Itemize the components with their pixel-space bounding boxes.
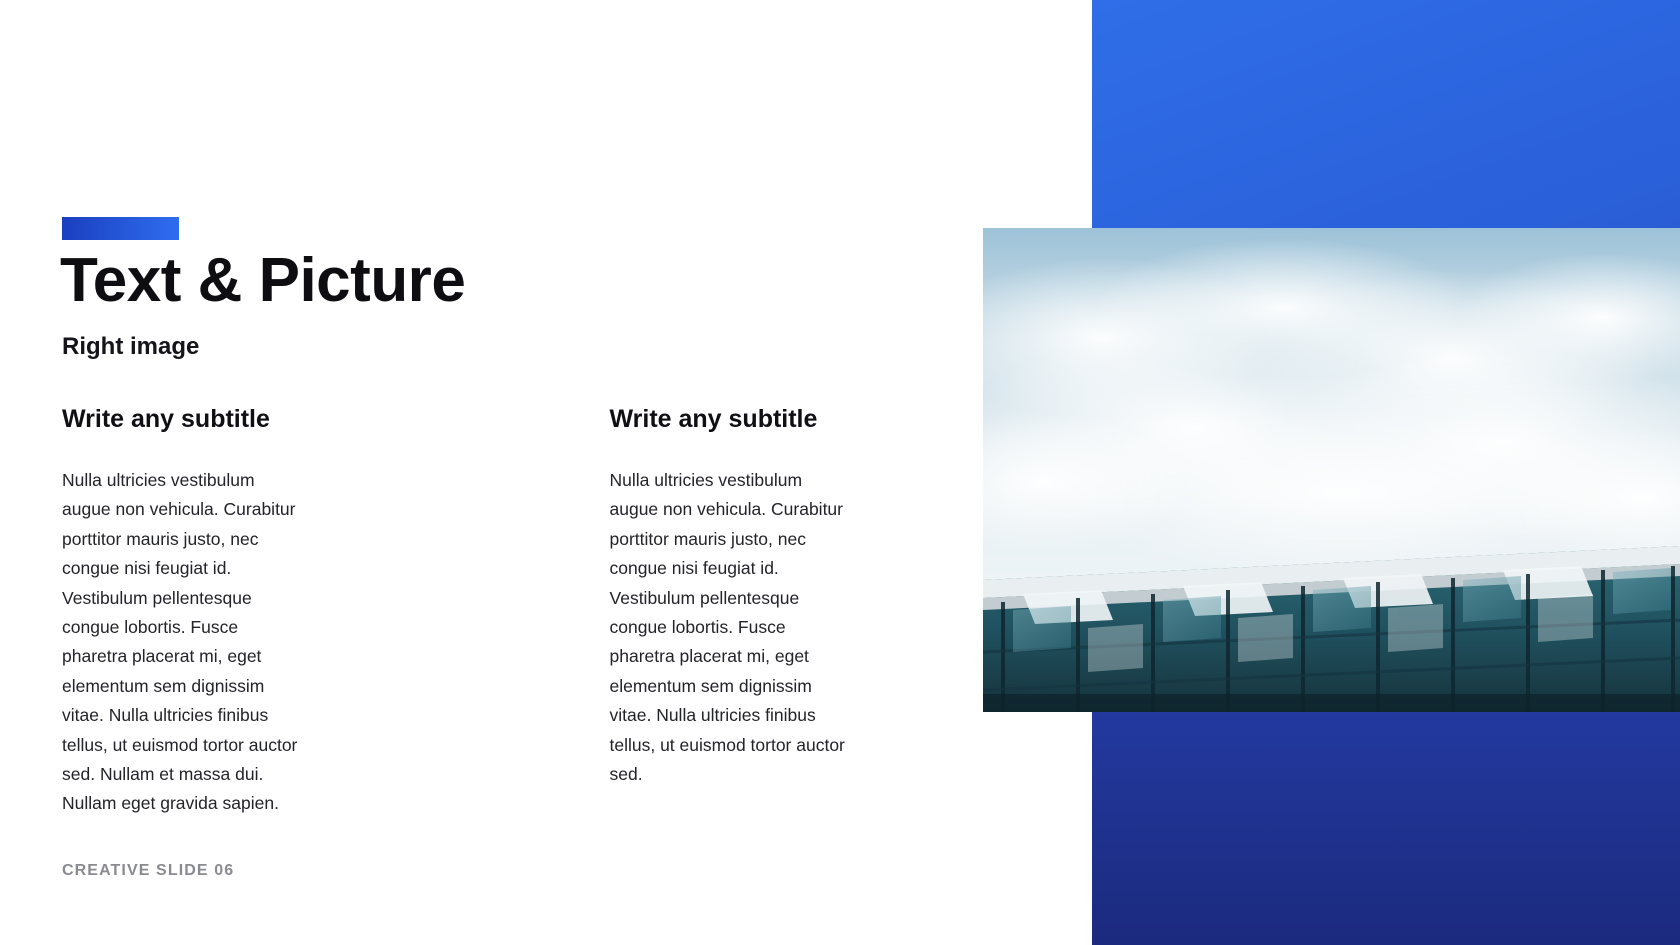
- column-1-body: Nulla ultricies vestibulum augue non vehicula. Curabitur porttitor mauris justo, nec congue nisi feugiat id. Vestibulum pellentesque congue lobortis. Fusce pharetra placerat mi, eget elementum sem dignissim vitae. Nulla ultricies finibus tellus, ut euismod tortor auctor sed. Nullam et massa dui. Nullam eget gravida sapien.: [62, 470, 298, 814]
- blue-panel-lower-section: [1092, 712, 1680, 945]
- column-1-heading: Write any subtitle: [62, 405, 270, 433]
- column-2-body: Nulla ultricies vestibulum augue non vehicula. Curabitur porttitor mauris justo, nec congue nisi feugiat id. Vestibulum pellentesque congue lobortis. Fusce pharetra placerat mi, eget elementum sem dignissim vitae. Nulla ultricies finibus tellus, ut euismod tortor auctor sed.: [609, 470, 845, 784]
- page-subtitle: Right image: [62, 333, 200, 360]
- slide-footer-label: CREATIVE SLIDE 06: [62, 862, 235, 879]
- page-title: Text & Picture: [60, 246, 466, 315]
- building-photo-illustration: [983, 228, 1680, 712]
- text-columns: [62, 405, 852, 819]
- column-2-heading: Write any subtitle: [609, 405, 818, 433]
- text-column-1: [62, 405, 305, 819]
- slide-image: [983, 228, 1680, 712]
- text-column-2: [610, 405, 853, 819]
- accent-bar: [62, 217, 179, 240]
